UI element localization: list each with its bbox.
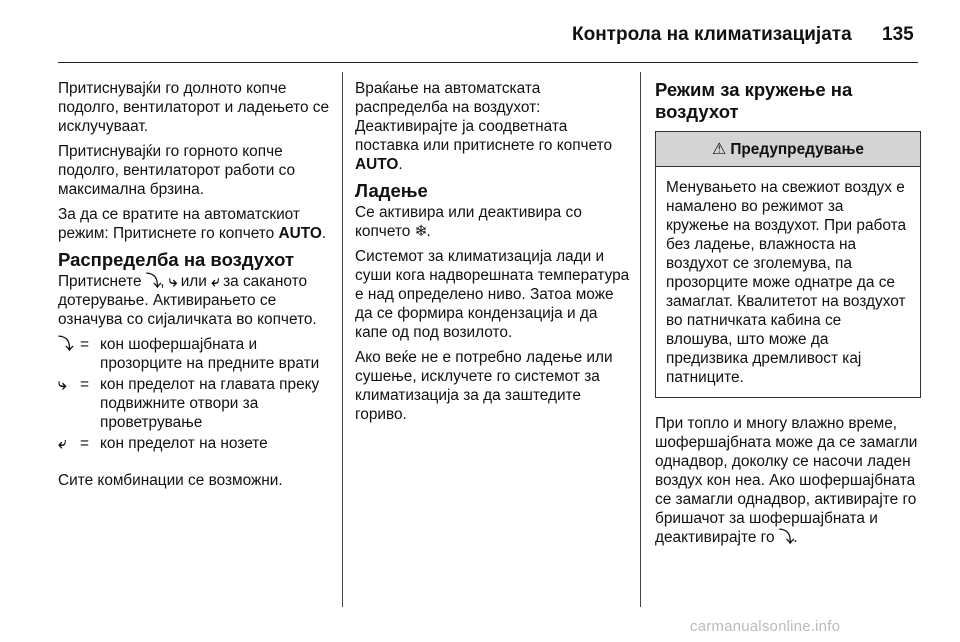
auto-distribution-text: Враќање на автоматската распределба на воздухот: Деактивирајте ја соодветната поставка или притиснете го копчето [355, 80, 613, 154]
definition-text: кон пределот на главата преку подвижните отвори за проветрување [100, 376, 320, 431]
heading-cooling: Ладење [355, 180, 428, 201]
paragraph-auto-distribution [355, 79, 630, 174]
list-item [58, 434, 334, 453]
equals-sign: = [80, 435, 89, 452]
windscreen-airflow-icon: ⤵ [58, 336, 74, 353]
list-item [58, 375, 334, 432]
watermark: carmanualsonline.info [690, 618, 841, 635]
column-divider-left [342, 72, 343, 607]
paragraph-auto-return [58, 205, 334, 243]
head-airflow-icon: ⤷ [168, 273, 177, 290]
paragraph-fan-max: Притиснувајќи го горното копче подолго, вентилаторот работи со максимална брзина. [58, 143, 296, 198]
warning-triangle-icon: ⚠ [712, 140, 727, 158]
paragraph-all-combinations: Сите комбинации се возможни. [58, 472, 283, 489]
column-divider-right [640, 72, 641, 607]
warning-box [655, 131, 921, 398]
page-title: Контрола на климатизацијата [572, 24, 852, 45]
auto-key-label: AUTO [355, 156, 399, 173]
air-post-text: за саканото дотерување. Активирањето се означува со сијаличката во копчето. [58, 273, 317, 328]
auto-key-label: AUTO [278, 225, 322, 242]
head-airflow-icon: ⤷ [58, 376, 67, 393]
paragraph-cooling-system: Системот за климатизација лади и суши кога надворешната температура е над определено ниво. Затоа може да се формира кондензација и да капе од под возилото. [355, 248, 630, 341]
auto-distribution-end: . [398, 156, 403, 173]
air-or-text: или [180, 273, 207, 290]
heading-recirculation: Режим за кружење на воздухот [655, 79, 853, 122]
auto-return-end: . [321, 225, 327, 242]
column-right [655, 79, 921, 553]
paragraph-fogging [655, 414, 921, 547]
fogging-end: . [793, 529, 798, 546]
paragraph-fan-off: Притиснувајќи го долното копче подолго, вентилаторот и ладењето се исклучуваат. [58, 80, 330, 135]
equals-sign: = [80, 376, 89, 393]
cooling-toggle-end: . [426, 223, 431, 240]
paragraph-cooling-toggle [355, 203, 630, 241]
header-divider [58, 62, 918, 63]
air-sep-text: , [160, 273, 165, 290]
fogging-text: При топло и многу влажно време, шофершајбната може да се замагли однадвор, доколку се насочи ладен воздух кон неа. Ако шофершајбната се замагли однадвор, активирајте го бришачот за шофершајбната и деактивирајте го [655, 415, 918, 546]
warning-header [656, 132, 920, 167]
page-number: 135 [882, 24, 914, 45]
paragraph-air-distribution [58, 272, 334, 329]
page-header [0, 0, 960, 60]
paragraph-cooling-off: Ако веќе не е потребно ладење или сушење, исклучете го системот за климатизација за да заштедите гориво. [355, 349, 613, 423]
definition-text: кон шофершајбната и прозорците на предните врати [100, 336, 320, 372]
auto-return-text: За да се вратите на автоматскиот режим: Притиснете го копчето [58, 206, 300, 242]
cooling-toggle-text: Се активира или деактивира со копчето [355, 204, 582, 240]
warning-body: Менувањето на свежиот воздух е намалено во режимот за кружење на воздухот. При работа без ладење, влажноста на воздухот се зголемува, па прозорците може однатре да се замаглат. Квалитетот на воздухот во патничката кабина се влошува, што може да предизвика дремливост кај патниците. [666, 179, 907, 386]
air-pre-text: Притиснете [58, 273, 142, 290]
list-item [58, 335, 334, 373]
windscreen-airflow-icon: ⤵ [778, 529, 794, 546]
heading-air-distribution: Распределба на воздухот [58, 249, 295, 270]
windscreen-airflow-icon: ⤵ [145, 273, 161, 290]
column-left [58, 79, 334, 496]
snowflake-icon: ❄ [414, 223, 427, 240]
air-distribution-list [58, 335, 334, 453]
definition-text: кон пределот на нозете [100, 435, 268, 452]
column-middle [355, 79, 630, 430]
foot-airflow-icon: ⤶ [58, 435, 67, 452]
foot-airflow-icon: ⤶ [211, 273, 219, 290]
warning-title: Предупредување [730, 140, 864, 158]
equals-sign: = [80, 336, 89, 353]
